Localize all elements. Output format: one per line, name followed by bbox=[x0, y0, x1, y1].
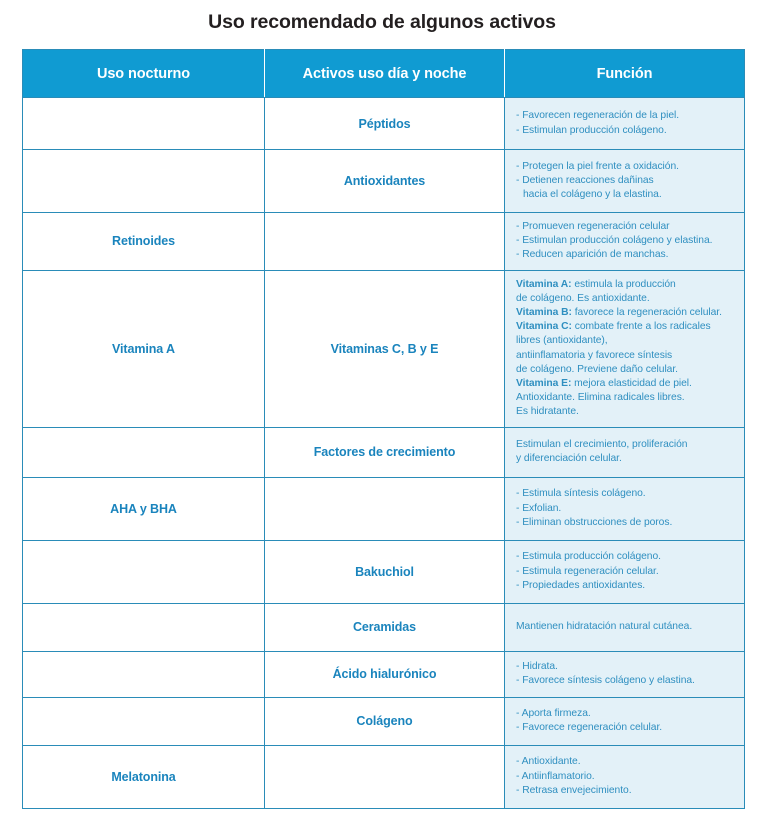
cell-funcion bbox=[505, 150, 745, 213]
funcion-line: Vitamina A: estimula la producción bbox=[516, 278, 676, 290]
funcion-line: - Propiedades antioxidantes. bbox=[516, 579, 646, 591]
table-row bbox=[23, 745, 745, 808]
funcion-line: Mantienen hidratación natural cutánea. bbox=[516, 621, 693, 633]
funcion-line: Vitamina E: mejora elasticidad de piel. bbox=[516, 378, 692, 390]
cell-activos-dia-noche: Péptidos bbox=[265, 98, 505, 150]
cell-funcion bbox=[505, 745, 745, 808]
column-header-activos-dia-noche: Activos uso día y noche bbox=[265, 50, 505, 98]
cell-uso-nocturno bbox=[23, 540, 265, 603]
funcion-line: - Hidrata. bbox=[516, 660, 558, 672]
column-header-funcion: Función bbox=[505, 50, 745, 98]
page-title: Uso recomendado de algunos activos bbox=[208, 11, 556, 33]
cell-uso-nocturno: Retinoides bbox=[23, 213, 265, 271]
table-row bbox=[23, 213, 745, 271]
funcion-line: - Reducen aparición de manchas. bbox=[516, 249, 669, 261]
funcion-line: - Eliminan obstrucciones de poros. bbox=[516, 516, 673, 528]
funcion-line: - Aporta firmeza. bbox=[516, 707, 591, 719]
activos-table bbox=[22, 49, 745, 809]
funcion-line: Antioxidante. Elimina radicales libres. bbox=[516, 392, 685, 404]
cell-uso-nocturno: Melatonina bbox=[23, 745, 265, 808]
cell-activos-dia-noche: Colágeno bbox=[265, 697, 505, 745]
cell-funcion bbox=[505, 651, 745, 697]
funcion-line: - Estimulan producción colágeno y elastina. bbox=[516, 235, 713, 247]
funcion-line-label: Vitamina A: bbox=[516, 278, 572, 290]
cell-funcion bbox=[505, 697, 745, 745]
table-row bbox=[23, 150, 745, 213]
cell-activos-dia-noche: Factores de crecimiento bbox=[265, 427, 505, 477]
funcion-line-label: Vitamina B: bbox=[516, 307, 572, 319]
funcion-line: - Favorecen regeneración de la piel. bbox=[516, 110, 680, 122]
table-body bbox=[23, 98, 745, 809]
funcion-line: Vitamina B: favorece la regeneración celular. bbox=[516, 307, 722, 319]
cell-activos-dia-noche: Vitaminas C, B y E bbox=[265, 270, 505, 427]
cell-uso-nocturno bbox=[23, 697, 265, 745]
cell-uso-nocturno bbox=[23, 603, 265, 651]
cell-funcion bbox=[505, 213, 745, 271]
cell-uso-nocturno bbox=[23, 150, 265, 213]
funcion-line: - Favorece síntesis colágeno y elastina. bbox=[516, 675, 695, 687]
funcion-line: - Protegen la piel frente a oxidación. bbox=[516, 160, 679, 172]
cell-uso-nocturno bbox=[23, 427, 265, 477]
funcion-line-label: Vitamina E: bbox=[516, 378, 572, 390]
funcion-line: Vitamina C: combate frente a los radicales bbox=[516, 321, 711, 333]
funcion-line: libres (antioxidante), bbox=[516, 335, 608, 347]
funcion-line: - Estimula producción colágeno. bbox=[516, 551, 661, 563]
table-row bbox=[23, 270, 745, 427]
table-row bbox=[23, 98, 745, 150]
funcion-line: - Retrasa envejecimiento. bbox=[516, 784, 632, 796]
cell-activos-dia-noche: Ceramidas bbox=[265, 603, 505, 651]
cell-activos-dia-noche bbox=[265, 213, 505, 271]
cell-activos-dia-noche: Bakuchiol bbox=[265, 540, 505, 603]
funcion-line: Estimulan el crecimiento, proliferación bbox=[516, 438, 688, 450]
activos-table-container bbox=[22, 49, 744, 809]
cell-funcion bbox=[505, 603, 745, 651]
table-row bbox=[23, 427, 745, 477]
table-row bbox=[23, 651, 745, 697]
cell-uso-nocturno: Vitamina A bbox=[23, 270, 265, 427]
funcion-line: hacia el colágeno y la elastina. bbox=[523, 189, 662, 201]
cell-funcion bbox=[505, 540, 745, 603]
table-row bbox=[23, 540, 745, 603]
funcion-line: - Estimula síntesis colágeno. bbox=[516, 488, 646, 500]
cell-funcion bbox=[505, 98, 745, 150]
table-header-row bbox=[23, 50, 745, 98]
funcion-line: Es hidratante. bbox=[516, 406, 579, 418]
cell-uso-nocturno bbox=[23, 651, 265, 697]
cell-uso-nocturno bbox=[23, 98, 265, 150]
funcion-line: - Exfolian. bbox=[516, 502, 562, 514]
funcion-line: - Detienen reacciones dañinas bbox=[516, 174, 654, 186]
funcion-line: y diferenciación celular. bbox=[516, 453, 622, 465]
cell-funcion bbox=[505, 270, 745, 427]
funcion-line: - Favorece regeneración celular. bbox=[516, 722, 663, 734]
cell-activos-dia-noche: Antioxidantes bbox=[265, 150, 505, 213]
cell-activos-dia-noche bbox=[265, 477, 505, 540]
cell-funcion bbox=[505, 477, 745, 540]
funcion-line: - Antioxidante. bbox=[516, 756, 581, 768]
cell-funcion bbox=[505, 427, 745, 477]
cell-activos-dia-noche: Ácido hialurónico bbox=[265, 651, 505, 697]
table-row bbox=[23, 477, 745, 540]
funcion-line: - Promueven regeneración celular bbox=[516, 221, 670, 232]
column-header-uso-nocturno: Uso nocturno bbox=[23, 50, 265, 98]
cell-activos-dia-noche bbox=[265, 745, 505, 808]
table-row bbox=[23, 603, 745, 651]
table-row bbox=[23, 697, 745, 745]
funcion-line: de colágeno. Es antioxidante. bbox=[516, 292, 650, 304]
table-header bbox=[23, 50, 745, 98]
funcion-line: - Estimulan producción colágeno. bbox=[516, 124, 667, 136]
cell-uso-nocturno: AHA y BHA bbox=[23, 477, 265, 540]
funcion-line: - Antiinflamatorio. bbox=[516, 770, 595, 782]
funcion-line: antiinflamatoria y favorece síntesis bbox=[516, 349, 673, 361]
funcion-line: - Estimula regeneración celular. bbox=[516, 565, 659, 577]
funcion-line: de colágeno. Previene daño celular. bbox=[516, 363, 678, 375]
funcion-line-label: Vitamina C: bbox=[516, 321, 572, 333]
